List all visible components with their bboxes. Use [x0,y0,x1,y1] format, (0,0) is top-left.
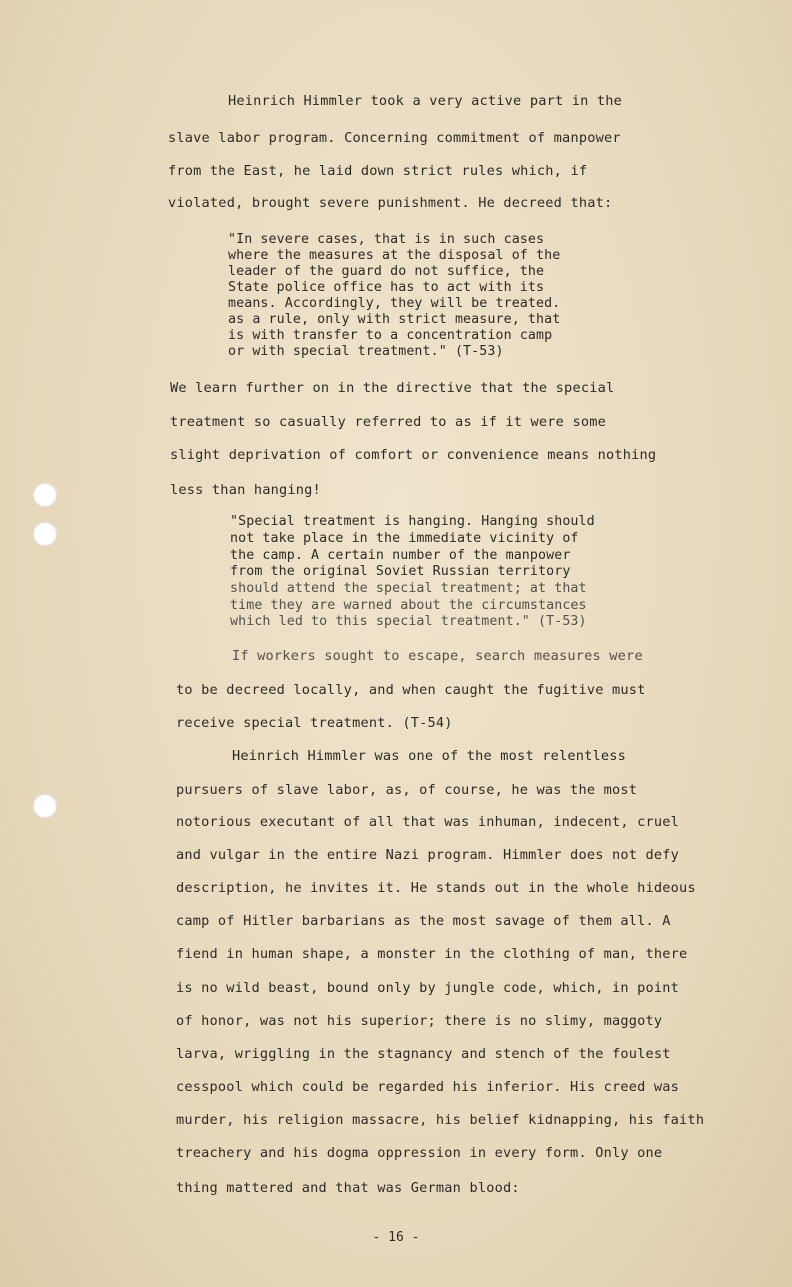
quote-line: leader of the guard do not suffice, the [228,264,545,279]
text-line: slave labor program. Concerning commitment of manpower [168,130,621,146]
text-line: to be decreed locally, and when caught the fugitive must [176,682,646,698]
text-line: slight deprivation of comfort or convenience means nothing [170,447,657,463]
text-line: larva, wriggling in the stagnancy and stench of the foulest [176,1046,671,1062]
quote-line: from the original Soviet Russian territory [230,564,571,579]
text-line: of honor, was not his superior; there is no slimy, maggoty [176,1013,663,1029]
text-line: cesspool which could be regarded his inferior. His creed was [176,1079,680,1095]
text-line: Heinrich Himmler was one of the most relentless [232,748,627,764]
text-line: less than hanging! [170,482,321,498]
page-number: - 16 - [372,1230,420,1245]
text-line: treatment so casually referred to as if it were some [170,414,606,430]
quote-line: where the measures at the disposal of the [228,248,561,263]
text-line: fiend in human shape, a monster in the clothing of man, there [176,946,688,962]
text-line: notorious executant of all that was inhuman, indecent, cruel [176,814,680,830]
text-line: If workers sought to escape, search measures were [232,648,643,664]
text-line: from the East, he laid down strict rules which, if [168,163,588,179]
punch-hole [33,483,57,507]
quote-line: is with transfer to a concentration camp [228,328,553,343]
text-line: Heinrich Himmler took a very active part in the [228,93,623,109]
text-line: camp of Hitler barbarians as the most savage of them all. A [176,913,671,929]
text-line: receive special treatment. (T-54) [176,715,453,731]
quote-line: not take place in the immediate vicinity of [230,531,579,546]
quote-line: means. Accordingly, they will be treated. [228,296,561,311]
punch-hole [33,522,57,546]
quote-line: "Special treatment is hanging. Hanging should [230,514,595,529]
text-line: is no wild beast, bound only by jungle code, which, in point [176,980,680,996]
text-line: violated, brought severe punishment. He decreed that: [168,195,613,211]
text-line: treachery and his dogma oppression in every form. Only one [176,1145,663,1161]
text-line: We learn further on in the directive that the special [170,380,615,396]
text-line: thing mattered and that was German blood: [176,1180,520,1196]
text-line: description, he invites it. He stands out in the whole hideous [176,880,696,896]
punch-hole [33,794,57,818]
quote-line: which led to this special treatment." (T-53) [230,614,587,629]
text-line: murder, his religion massacre, his belief kidnapping, his faith [176,1112,705,1128]
quote-line: should attend the special treatment; at that [230,581,587,596]
quote-line: or with special treatment." (T-53) [228,344,504,359]
quote-line: "In severe cases, that is in such cases [228,232,545,247]
text-line: and vulgar in the entire Nazi program. Himmler does not defy [176,847,680,863]
quote-line: as a rule, only with strict measure, that [228,312,561,327]
text-line: pursuers of slave labor, as, of course, he was the most [176,782,638,798]
quote-line: the camp. A certain number of the manpower [230,548,571,563]
quote-line: time they are warned about the circumstances [230,598,587,613]
quote-line: State police office has to act with its [228,280,545,295]
